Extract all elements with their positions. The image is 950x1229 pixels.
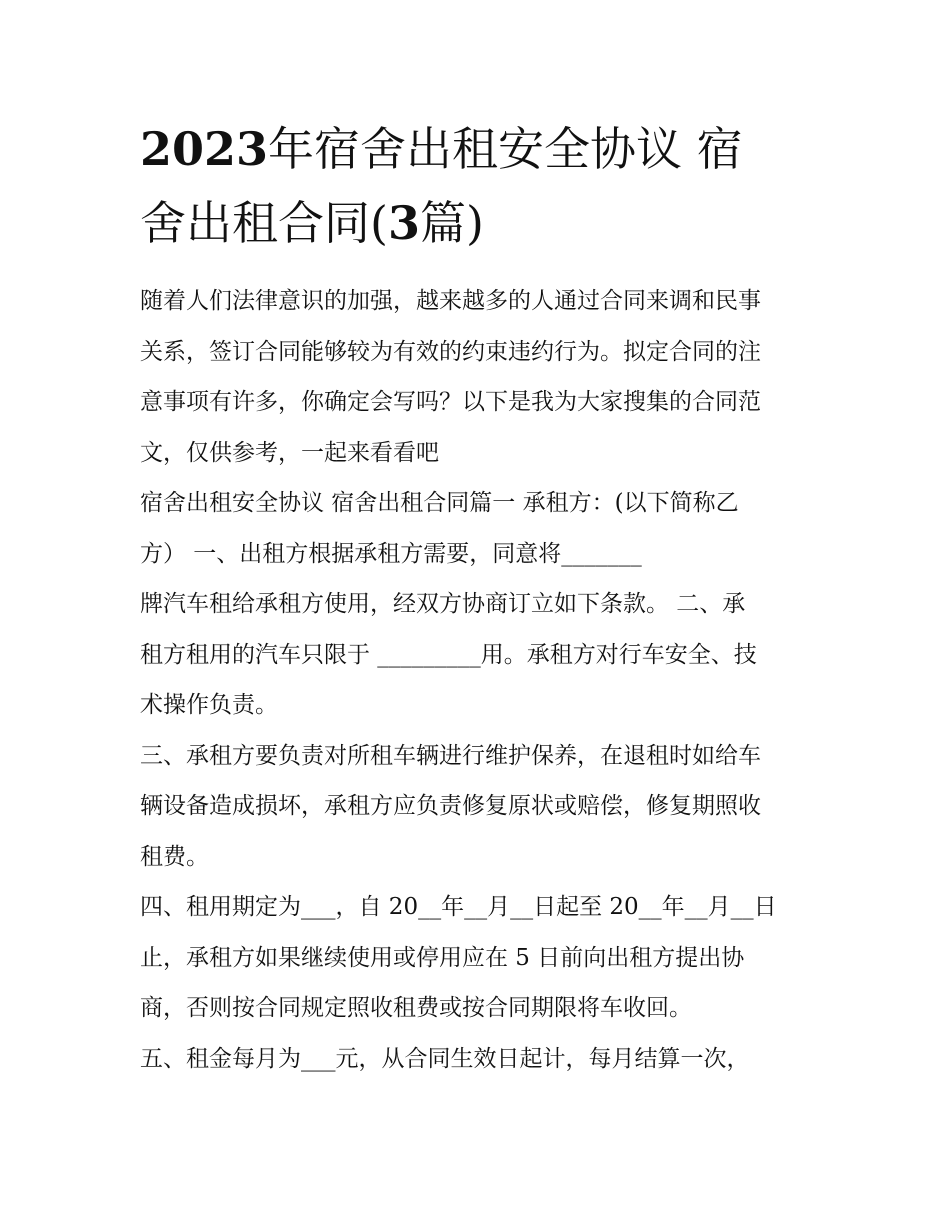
text-line: 文，仅供参考，一起来看看吧 [140, 439, 439, 466]
contract-paragraph-3 [140, 882, 820, 1034]
document-title [140, 112, 820, 260]
text-line: 四、租用期定为___，自 20__年__月__日起至 20__年__月__日 [140, 894, 777, 920]
title-line-1 [140, 112, 820, 186]
text-line: 关系，签订合同能够较为有效的约束违约行为。拟定合同的注 [140, 338, 761, 365]
title-line-2-text: 舍出租合同( [140, 196, 388, 250]
document-page [140, 112, 820, 1084]
text-line: 方） 一、出租方根据承租方需要，同意将_______ [140, 540, 642, 567]
text-line: 辆设备造成损坏，承租方应负责修复原状或赔偿，修复期照收 [140, 793, 761, 819]
text-line: 三、承租方要负责对所租车辆进行维护保养，在退租时如给车 [140, 742, 761, 769]
title-line-2-rest: 篇) [419, 196, 484, 250]
text-line: 租方租用的汽车只限于 _________用。承租方对行车安全、技 [140, 641, 757, 668]
title-count: 3 [387, 196, 420, 250]
contract-paragraph-2 [140, 731, 820, 883]
text-line: 宿舍出租安全协议 宿舍出租合同篇一 承租方：(以下简称乙 [140, 490, 739, 516]
contract-paragraph-1 [140, 478, 820, 731]
text-line: 止，承租方如果继续使用或停用应在 5 日前向出租方提出协 [140, 944, 745, 971]
text-line: 随着人们法律意识的加强，越来越多的人通过合同来调和民事 [140, 288, 761, 314]
title-year: 2023 [140, 122, 269, 176]
text-line: 术操作负责。 [140, 692, 278, 718]
text-line: 意事项有许多，你确定会写吗？以下是我为大家搜集的合同范 [140, 389, 761, 415]
document-body [140, 276, 820, 1084]
text-line: 商，否则按合同规定照收租费或按合同期限将车收回。 [140, 995, 692, 1021]
text-line: 牌汽车租给承租方使用，经双方协商订立如下条款。 二、承 [140, 591, 746, 617]
contract-paragraph-4 [140, 1034, 820, 1085]
intro-paragraph [140, 276, 820, 478]
title-line-2 [140, 186, 820, 260]
title-line-1-text: 年宿舍出租安全协议 宿 [268, 122, 743, 176]
text-line: 五、租金每月为___元，从合同生效日起计，每月结算一次， [140, 1045, 750, 1072]
text-line: 租费。 [140, 843, 209, 870]
